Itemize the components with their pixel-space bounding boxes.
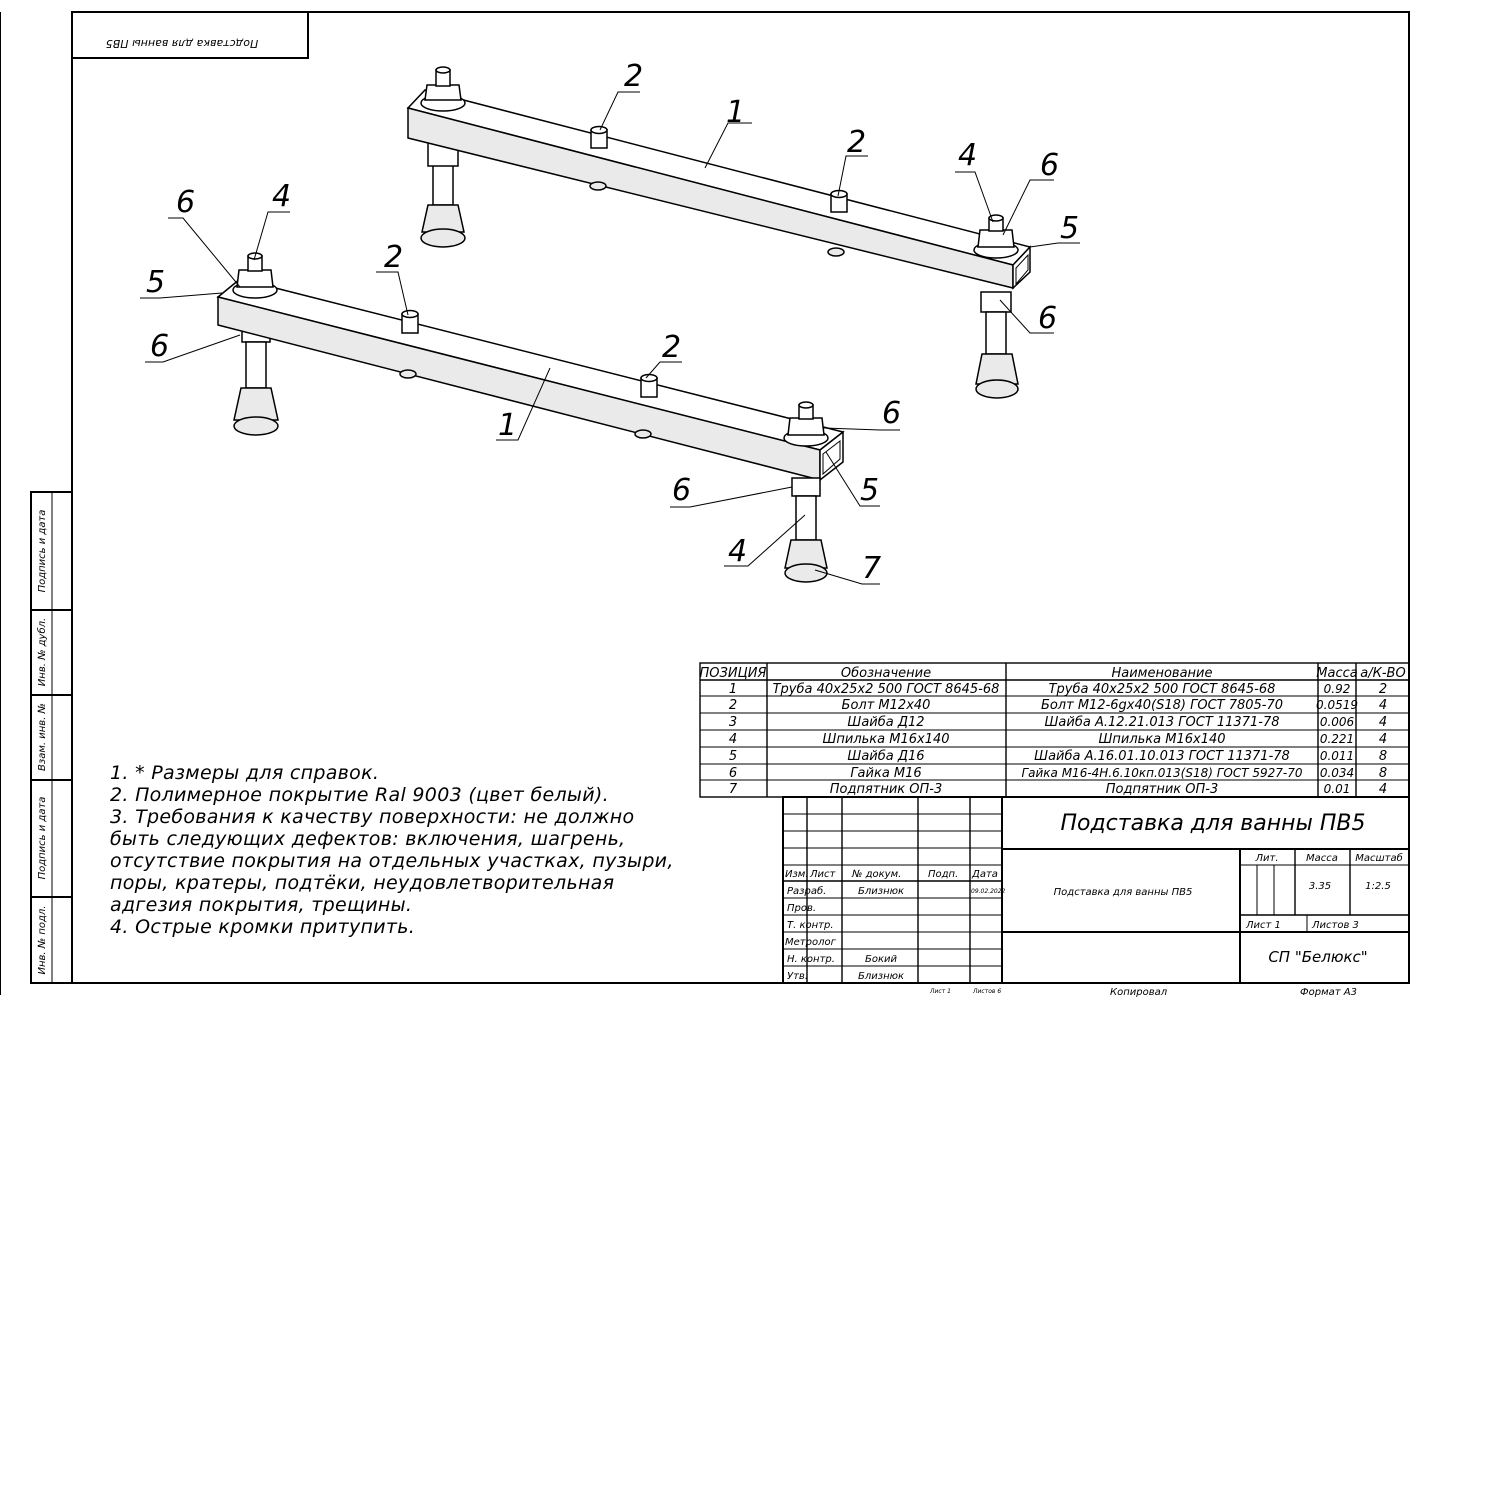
bom-header-qty: а/К-ВО	[1360, 666, 1406, 681]
technical-notes	[110, 762, 710, 938]
bom-cell: 0.034	[1319, 766, 1355, 780]
row-metrolog: Метролог	[785, 937, 836, 948]
bom-header-designation: Обозначение	[840, 666, 932, 681]
nut-back-right	[974, 215, 1018, 258]
bom-cell: Болт М12-6gх40(S18) ГОСТ 7805-70	[1040, 698, 1284, 713]
row-utv: Утв.	[787, 971, 808, 982]
bom-table	[700, 663, 1409, 797]
callout-number: 6	[1040, 148, 1060, 183]
bolt-front-1	[402, 311, 418, 334]
nut-back-left	[421, 67, 465, 111]
callout-number: 4	[958, 138, 978, 173]
footer-sheets: Листов 6	[973, 988, 1002, 995]
bom-cell: 8	[1378, 749, 1388, 764]
foot-front-right	[785, 478, 827, 582]
footer-copied: Копировал	[1110, 987, 1168, 998]
scale-label: Масштаб	[1355, 853, 1403, 864]
assembly-front	[218, 253, 843, 582]
callout-number: 2	[662, 330, 682, 365]
drawing-title: Подставка для ванны ПВ5	[1060, 811, 1366, 836]
bom-cell: 1	[728, 682, 738, 697]
bom-cell: 2	[1378, 682, 1388, 697]
bom-cell: 4	[1378, 715, 1388, 730]
bom-cell: Труба 40х25х2 500 ГОСТ 8645-68	[1048, 682, 1276, 697]
sheet-label: Лист 1	[1246, 920, 1281, 931]
callout-number: 2	[847, 125, 867, 160]
col-sign: Подп.	[928, 869, 959, 880]
bom-cell: Шпилька М16х140	[1098, 732, 1226, 747]
bom-cell: Шайба Д16	[847, 749, 925, 764]
callout-number: 5	[146, 265, 166, 300]
callout-number: 2	[624, 59, 644, 94]
bom-cell: 2	[728, 698, 738, 713]
row-razrab: Разраб.	[787, 886, 827, 897]
callout-number: 1	[498, 408, 518, 443]
callout-number: 6	[1038, 301, 1058, 336]
bom-cell: 4	[1378, 698, 1388, 713]
bom-cell: 0.01	[1323, 782, 1351, 796]
nkontr-name: Бокий	[865, 954, 898, 965]
col-doc: № докум.	[852, 869, 902, 880]
bom-cell: 0.006	[1319, 715, 1355, 729]
scale-value: 1:2.5	[1365, 881, 1391, 892]
document-name: Подставка для ванны ПВ5	[1053, 887, 1193, 898]
bom-cell: 4	[1378, 782, 1388, 797]
footer-list: Лист 1	[930, 988, 951, 995]
bom-cell: Подпятник ОП-3	[1105, 782, 1219, 797]
callout-number: 6	[882, 396, 902, 431]
callout-number: 4	[728, 534, 748, 569]
utv-name: Близнюк	[858, 971, 905, 982]
bom-cell: 5	[728, 749, 738, 764]
foot-back-left	[421, 140, 465, 247]
bom-cell: 4	[728, 732, 738, 747]
bom-header-pos: ПОЗИЦИЯ	[699, 666, 767, 681]
bar-front	[218, 279, 843, 480]
callout-number: 5	[860, 473, 880, 508]
note-line: адгезия покрытия, трещины.	[110, 894, 413, 916]
bom-cell: 0.221	[1319, 732, 1355, 746]
bolt-front-2	[641, 375, 657, 398]
lit-label: Лит.	[1255, 853, 1279, 864]
col-list: Лист	[810, 869, 836, 880]
callout-number: 6	[176, 185, 196, 220]
top-stamp	[72, 12, 308, 58]
callout-number: 4	[272, 179, 292, 214]
razrab-name: Близнюк	[858, 886, 905, 897]
col-date: Дата	[972, 869, 998, 880]
nut-front-left	[233, 253, 277, 298]
side-label-sign-date: Подпись и дата	[37, 509, 48, 593]
bom-header-mass: Масса	[1316, 666, 1358, 681]
side-label-inv-podl: Инв. № подл.	[37, 905, 48, 975]
bom-cell: 3	[728, 715, 738, 730]
bom-cell: 0.011	[1319, 749, 1355, 763]
mass-value: 3.35	[1308, 881, 1332, 892]
footer-texts	[929, 987, 1357, 998]
bar-back	[408, 90, 1030, 288]
bom-cell: Шайба Д12	[847, 715, 925, 730]
side-label-vzam-inv: Взам. инв. №	[37, 703, 48, 771]
foot-back-right	[976, 292, 1018, 398]
bom-cell: 7	[728, 782, 738, 797]
bom-header-name: Наименование	[1111, 666, 1213, 681]
callout-number: 2	[384, 240, 404, 275]
bom-cell: Шпилька М16х140	[822, 732, 950, 747]
side-label-inv-dubl: Инв. № дубл.	[37, 617, 48, 687]
footer-format: Формат А3	[1300, 987, 1357, 998]
note-line: поры, кратеры, подтёки, неудовлетворительная	[110, 872, 615, 894]
callout-number: 5	[1060, 211, 1080, 246]
callout-number: 6	[150, 329, 170, 364]
bom-cell: Болт М12х40	[841, 698, 931, 713]
row-prov: Пров.	[787, 903, 817, 914]
bom-cell: Подпятник ОП-3	[829, 782, 943, 797]
title-block	[783, 797, 1409, 983]
note-line: 1. * Размеры для справок.	[110, 762, 380, 784]
side-strip	[31, 492, 72, 983]
bolt-back-2	[831, 191, 847, 213]
bolt-back-1	[591, 127, 607, 149]
row-nkontr: Н. контр.	[787, 954, 835, 965]
note-line: быть следующих дефектов: включения, шагрень,	[110, 828, 626, 850]
note-line: 2. Полимерное покрытие Ral 9003 (цвет белый).	[110, 784, 609, 806]
bom-cell: Гайка М16	[850, 766, 922, 781]
bom-cell: Гайка М16-4Н.6.10кп.013(S18) ГОСТ 5927-70	[1021, 766, 1303, 780]
callout-number: 1	[726, 95, 746, 130]
nut-front-right	[784, 402, 828, 446]
top-stamp-text: Подставка для ванны ПВ5	[105, 37, 259, 50]
note-line: 4. Острые кромки притупить.	[110, 916, 416, 938]
callout-number: 7	[862, 551, 882, 586]
bom-cell: 0.92	[1323, 682, 1351, 696]
mass-label: Масса	[1306, 853, 1338, 864]
note-line: 3. Требования к качеству поверхности: не должно	[110, 806, 635, 828]
bom-cell: Труба 40х25х2 500 ГОСТ 8645-68	[772, 682, 1000, 697]
razrab-date: 09.02.2022	[971, 888, 1006, 895]
row-tkontr: Т. контр.	[787, 920, 834, 931]
sheets-label: Листов 3	[1312, 920, 1359, 931]
bom-cell: 6	[728, 766, 738, 781]
side-label-sign-date-2: Подпись и дата	[37, 796, 48, 880]
bom-cell: Шайба А.16.01.10.013 ГОСТ 11371-78	[1034, 749, 1290, 764]
bom-cell: 4	[1378, 732, 1388, 747]
company-name: СП "Белюкс"	[1268, 948, 1368, 966]
col-izm: Изм.	[785, 869, 809, 880]
bom-cell: 8	[1378, 766, 1388, 781]
callout-number: 6	[672, 473, 692, 508]
bom-cell: Шайба А.12.21.013 ГОСТ 11371-78	[1044, 715, 1280, 730]
bom-cell: 0.0519	[1316, 698, 1358, 712]
note-line: отсутствие покрытия на отдельных участках, пузыри,	[110, 850, 674, 872]
